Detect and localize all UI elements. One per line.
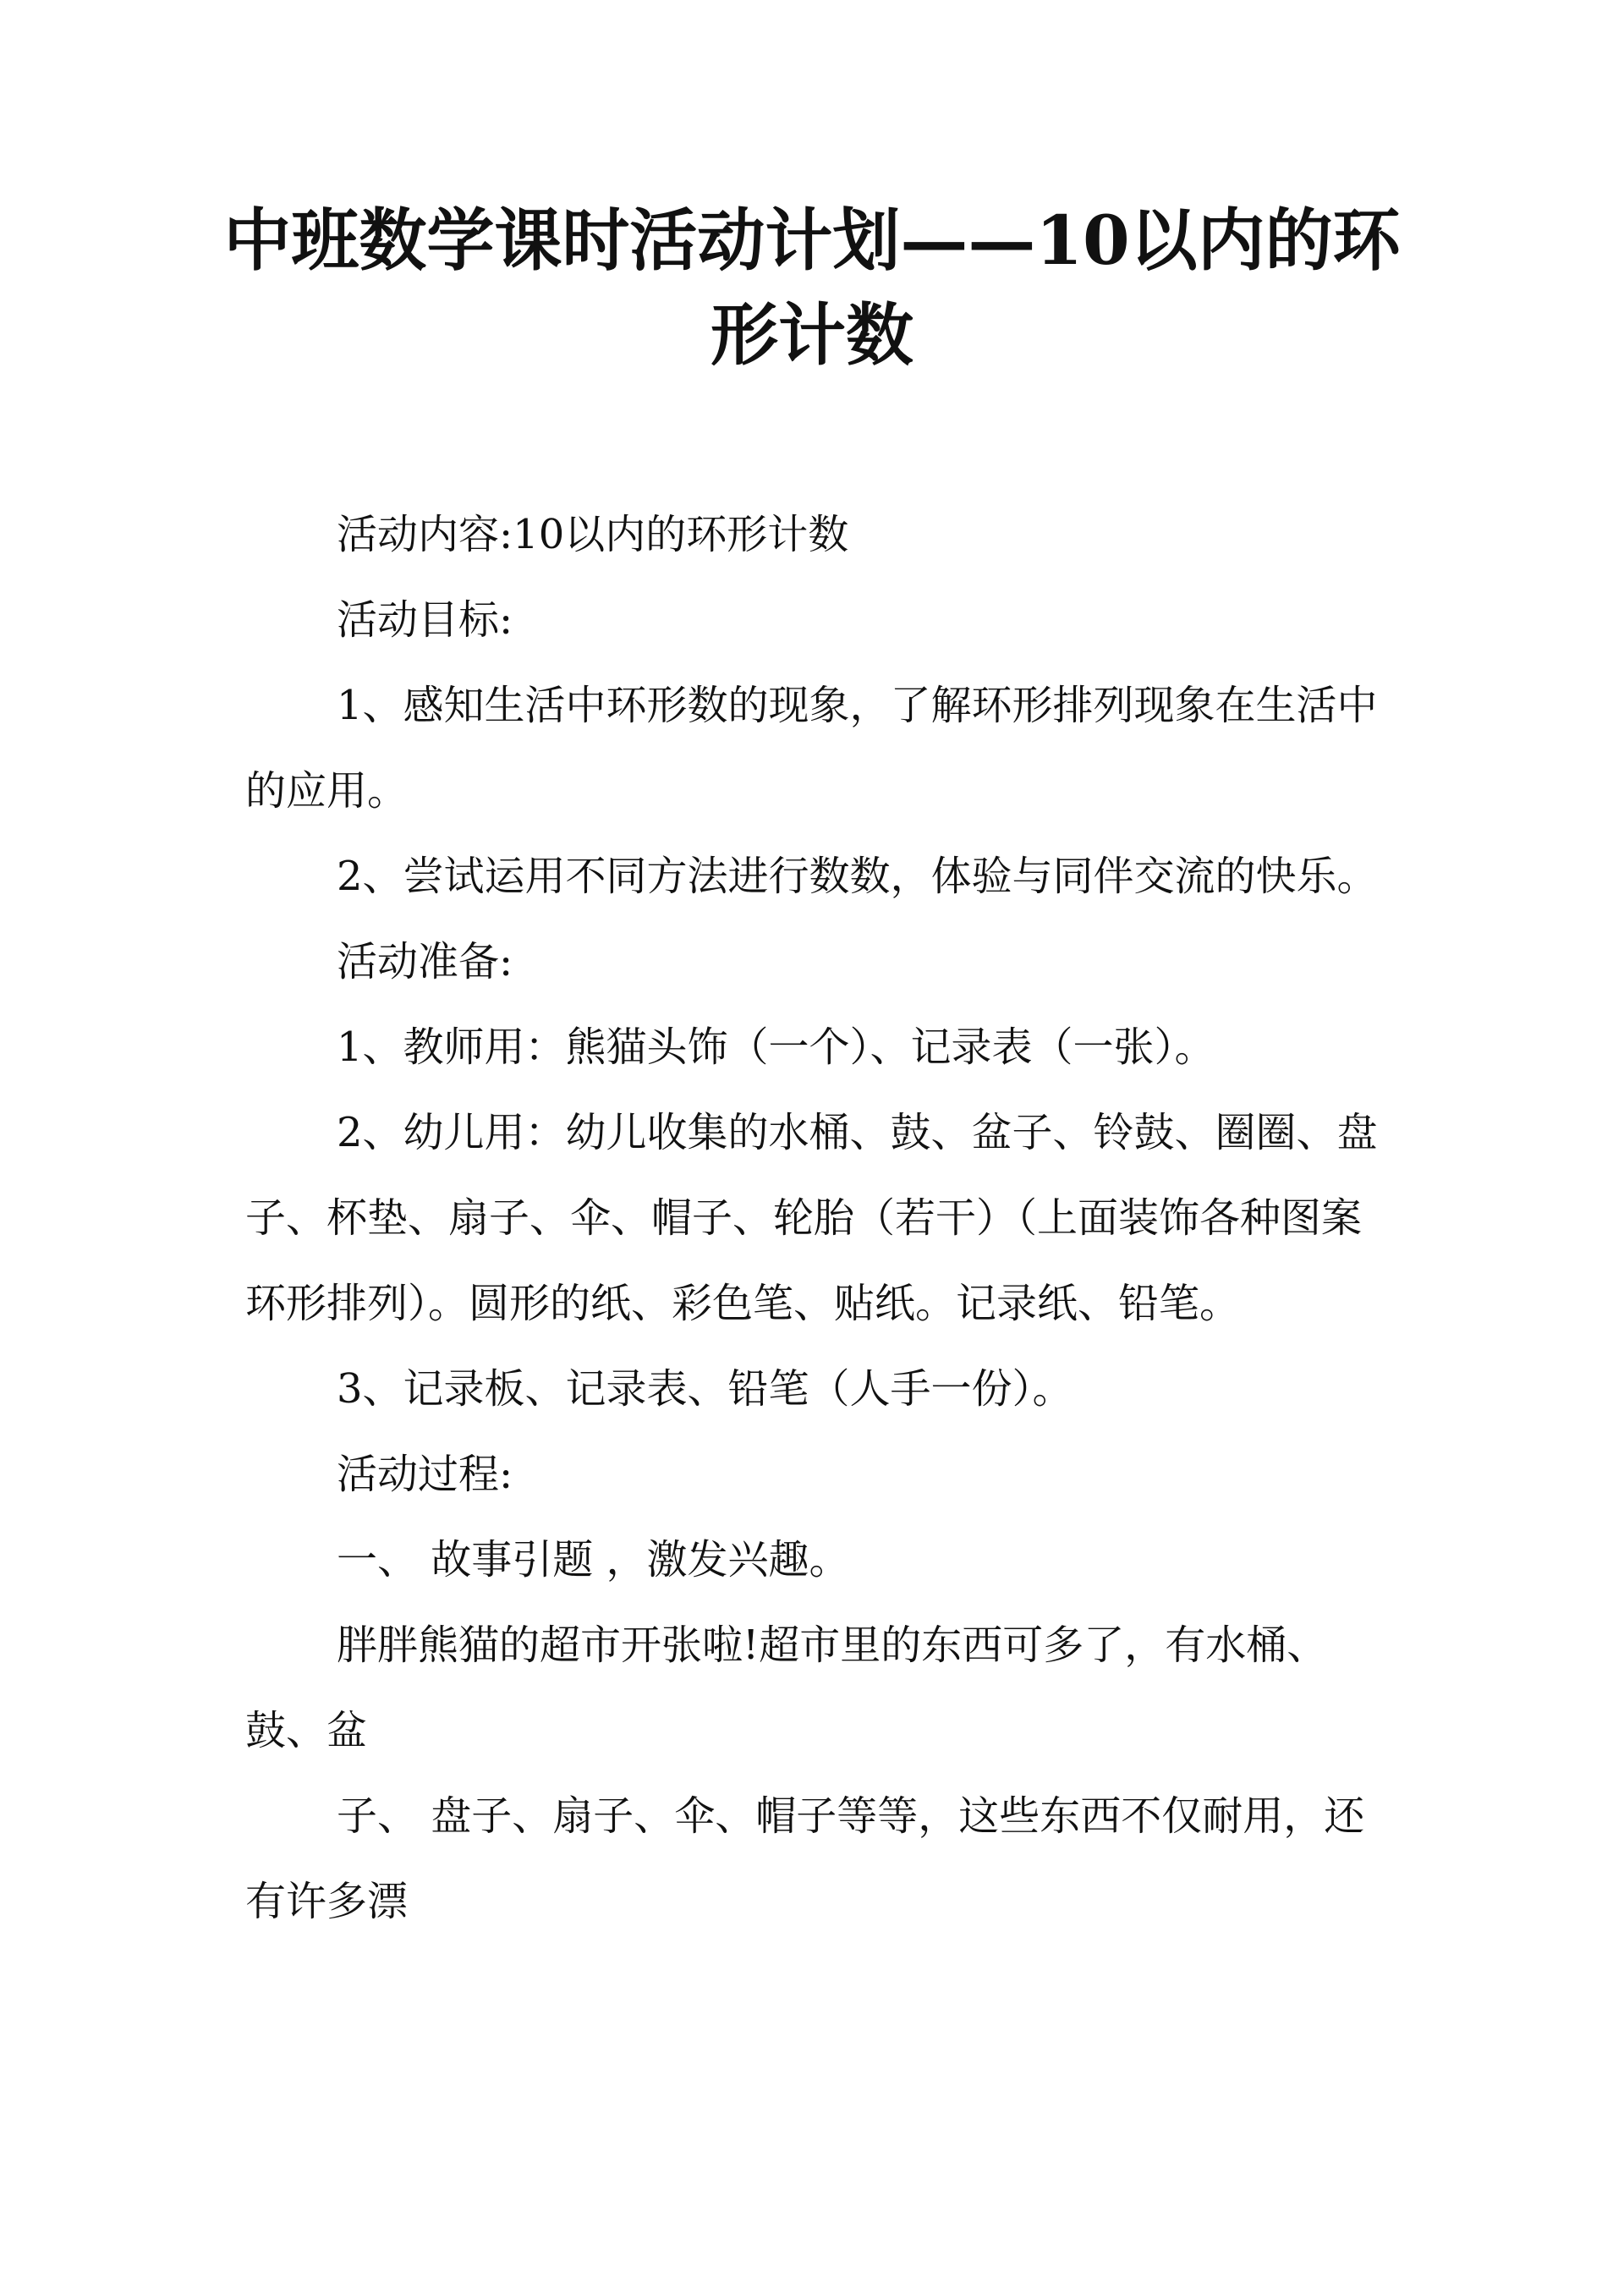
paragraph-activity-content: 活动内容:10以内的环形计数 bbox=[337, 511, 849, 558]
paragraph-preparation-3: 3、记录板、记录表、铅笔（人手一份）。 bbox=[337, 1365, 1073, 1413]
paragraph-goal-1: 1、感知生活中环形数的现象，了解环形排列现象在生活中的应用。 bbox=[245, 682, 1378, 815]
paragraph-story-2: 子、 盘子、扇子、伞、帽子等等，这些东西不仅耐用，还有许多漂 bbox=[245, 1792, 1365, 1925]
paragraph-preparation-2: 2、幼儿用：幼儿收集的水桶、鼓、盆子、铃鼓、圈圈、盘子、杯垫、扇子、伞、帽子、轮胎（若干）（上面装饰各种图案环形排列）。圆形的纸、彩色笔、贴纸。记录纸、铅笔。 bbox=[245, 1109, 1378, 1327]
paragraph-process-heading: 活动过程: bbox=[337, 1451, 513, 1498]
document-body bbox=[245, 492, 1383, 1945]
document-title: 中班数学课时活动计划——10以内的环形计数 bbox=[223, 200, 1401, 375]
paragraph-goal-2: 2、尝试运用不同方法进行数数，体验与同伴交流的快乐。 bbox=[337, 853, 1378, 900]
paragraph-process-step-1: 一、 故事引题 ，激发兴趣。 bbox=[337, 1536, 850, 1583]
paragraph-preparation-heading: 活动准备: bbox=[337, 938, 513, 985]
paragraph-preparation-1: 1、教师用：熊猫头饰（一个）、记录表（一张）。 bbox=[337, 1024, 1215, 1071]
paragraph-story-1: 胖胖熊猫的超市开张啦!超市里的东西可多了，有水桶、鼓、盆 bbox=[245, 1622, 1328, 1754]
paragraph-activity-goals-heading: 活动目标: bbox=[337, 596, 513, 644]
